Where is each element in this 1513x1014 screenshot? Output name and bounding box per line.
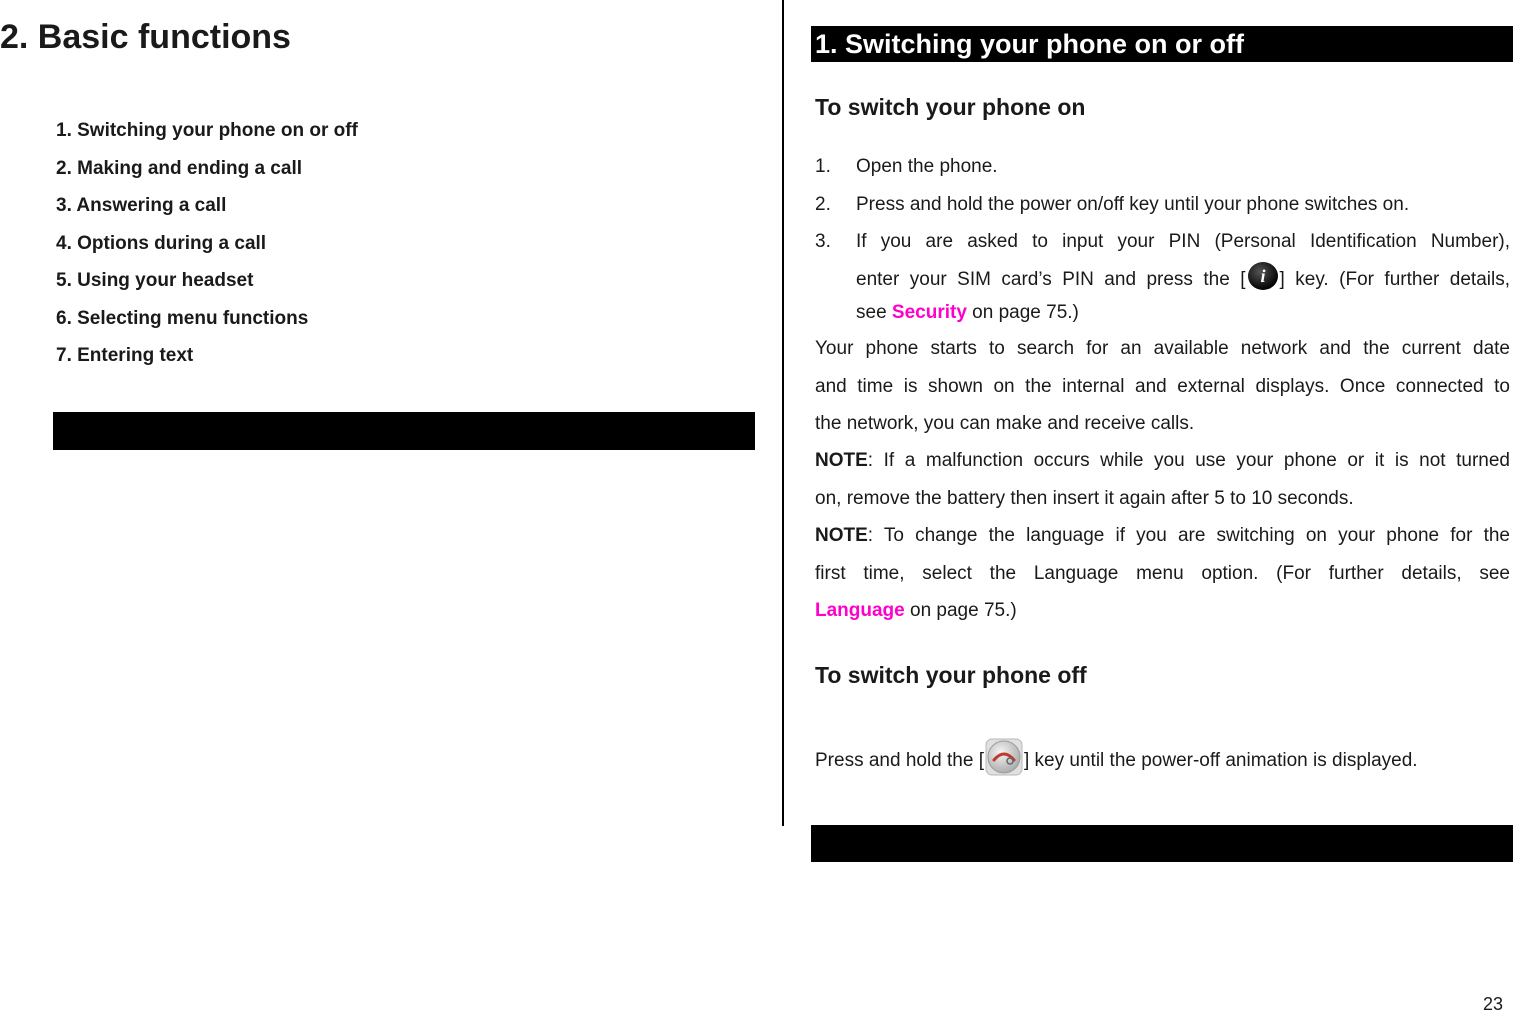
toc-item[interactable]: 5. Using your headset [56, 270, 254, 291]
left-footer-bar [53, 412, 755, 450]
section-banner: 1. Switching your phone on or off [811, 26, 1513, 62]
note-malfunction [815, 442, 1510, 517]
step-text [856, 261, 1510, 299]
step-text-segment: on page 75.) [966, 302, 1079, 323]
step-number: 1. [815, 156, 831, 177]
note-text: on page 75.) [904, 600, 1017, 621]
note-language [815, 517, 1510, 630]
table-of-contents [56, 118, 358, 381]
switch-off-heading: To switch your phone off [815, 662, 1087, 688]
step-item [815, 186, 1510, 224]
page-divider [782, 0, 784, 826]
step-text-segment: see [856, 302, 892, 323]
switch-off-text: ] key until the power-off animation is displayed. [1024, 750, 1418, 771]
toc-item[interactable]: 7. Entering text [56, 345, 194, 366]
toc-item[interactable]: 1. Switching your phone on or off [56, 120, 358, 141]
page-number: 23 [1483, 994, 1504, 1014]
step-item [815, 223, 1510, 328]
right-footer-bar [811, 825, 1513, 862]
power-end-key-icon [985, 738, 1023, 776]
paragraph-line: and time is shown on the internal and external displays. Once connected to [815, 375, 1510, 397]
language-link[interactable]: Language [815, 600, 905, 621]
step-text: Press and hold the power on/off key until your phone switches on. [856, 193, 1410, 215]
paragraph-line: first time, select the Language menu option. (For further details, see [815, 562, 1510, 584]
toc-item[interactable]: 6. Selecting menu functions [56, 307, 309, 329]
step-text-segment: ] key. (For further details, [1279, 268, 1510, 290]
switch-off-text: Press and hold the [ [815, 750, 984, 771]
toc-item[interactable]: 3. Answering a call [56, 195, 227, 216]
svg-text:i: i [1260, 265, 1266, 286]
paragraph-line [815, 592, 1510, 630]
paragraph-line [815, 738, 1510, 780]
paragraph-line [815, 517, 1510, 555]
step-number: 3. [815, 231, 831, 252]
switch-off-paragraph [815, 738, 1510, 780]
note-label: NOTE [815, 525, 868, 546]
step-text: If you are asked to input your PIN (Personal Identification Number), [856, 231, 1510, 252]
paragraph-line: Your phone starts to search for an available network and the current date [815, 338, 1510, 359]
paragraph-line [815, 442, 1510, 480]
network-paragraph [815, 330, 1510, 443]
note-text: : If a malfunction occurs while you use your phone or it is not turned [867, 450, 1510, 471]
step-text [856, 298, 1510, 328]
switch-on-steps [815, 148, 1510, 328]
chapter-title: 2. Basic functions [0, 18, 291, 56]
step-number: 2. [815, 193, 831, 215]
toc-item[interactable]: 4. Options during a call [56, 232, 267, 254]
step-text: Open the phone. [856, 156, 998, 177]
note-text: : To change the language if you are switching on your phone for the [867, 525, 1510, 546]
toc-item[interactable]: 2. Making and ending a call [56, 157, 302, 179]
step-item [815, 148, 1510, 186]
switch-on-heading: To switch your phone on [815, 94, 1086, 120]
paragraph-line: the network, you can make and receive calls. [815, 413, 1195, 434]
security-link[interactable]: Security [891, 302, 967, 323]
info-key-icon [1247, 261, 1279, 291]
step-text-segment: enter your SIM card’s PIN and press the [ [856, 268, 1246, 290]
note-label: NOTE [815, 450, 868, 471]
paragraph-line: on, remove the battery then insert it again after 5 to 10 seconds. [815, 487, 1354, 509]
